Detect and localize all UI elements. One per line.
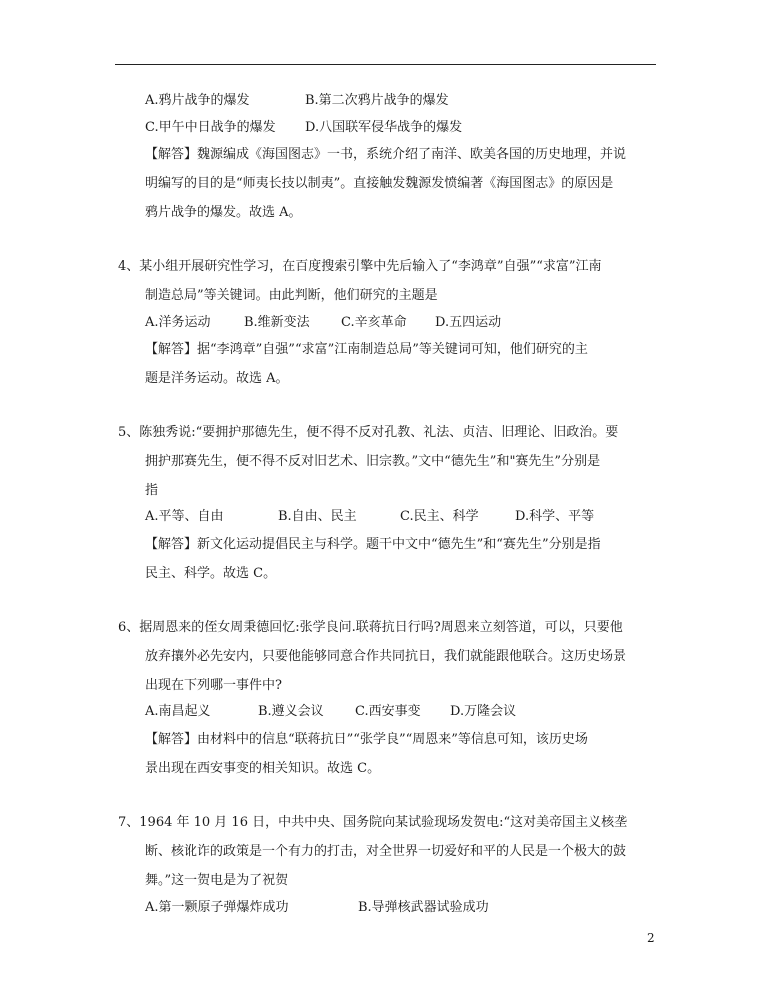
q4-stem-line-2: 制造总局”等关键词。由此判断，他们研究的主题是: [145, 288, 438, 303]
q4-option-d: D.五四运动: [435, 315, 502, 330]
q6-answer-line-1: 【解答】由材料中的信息“联蒋抗日”“张学良”“周恩来”等信息可知，该历史场: [145, 732, 588, 747]
header-rule: [115, 64, 656, 65]
q4-option-a: A.洋务运动: [145, 315, 211, 330]
q7-stem-line-2: 断、核讹诈的政策是一个有力的打击，对全世界一切爱好和平的人民是一个极大的鼓: [145, 844, 627, 859]
q4-option-b: B.维新变法: [244, 315, 310, 330]
q4-stem-line-1: 4、某小组开展研究性学习，在百度搜索引擎中先后输入了“李鸿章”自强”“求富”江南: [118, 259, 602, 274]
q6-stem-line-2: 放弃攘外必先安内，只要他能够同意合作共同抗日，我们就能跟他联合。这历史场景: [145, 649, 627, 664]
q5-answer-line-2: 民主、科学。故选 C。: [145, 566, 277, 581]
q4-answer-line-2: 题是洋务运动。故选 A。: [145, 371, 289, 386]
q6-option-a: A.南昌起义: [145, 704, 211, 719]
q4-option-c: C.辛亥革命: [341, 315, 407, 330]
q3-answer-line-1: 【解答】魏源编成《海国图志》一书，系统介绍了南洋、欧美各国的历史地理，并说: [145, 147, 627, 162]
q6-stem-line-1: 6、据周恩来的侄女周秉德回忆:张学良问.联蒋抗日行吗?周恩来立刻答道，可以，只要他: [118, 620, 623, 635]
q3-option-a: A.鸦片战争的爆发: [145, 93, 250, 108]
q3-option-d: D.八国联军侵华战争的爆发: [305, 120, 463, 135]
q5-stem-line-2: 拥护那赛先生，便不得不反对旧艺术、旧宗教。”文中“德先生”和"赛先生”分别是: [145, 454, 601, 469]
q5-option-a: A.平等、自由: [145, 509, 224, 524]
q6-option-d: D.万隆会议: [450, 704, 517, 719]
q5-option-c: C.民主、科学: [400, 509, 479, 524]
q3-option-b: B.第二次鸦片战争的爆发: [305, 93, 449, 108]
q5-stem-line-1: 5、陈独秀说:“要拥护那德先生，便不得不反对孔教、礼法、贞洁、旧理论、旧政治。要: [118, 425, 619, 440]
page-number: 2: [647, 931, 655, 945]
q7-option-b: B.导弹核武器试验成功: [358, 900, 489, 915]
q6-option-b: B.遵义会议: [258, 704, 324, 719]
q5-stem-line-3: 指: [145, 483, 159, 498]
q7-stem-line-1: 7、1964 年 10 月 16 日，中共中央、国务院向某试验现场发贺电:“这对美帝国主义核垄: [118, 815, 628, 830]
q3-answer-line-2: 明编写的目的是“师夷长技以制夷”。直接触发魏源发愤编著《海国图志》的原因是: [145, 176, 614, 191]
q5-answer-line-1: 【解答】新文化运动提倡民主与科学。题干中文中“德先生”和“赛先生”分别是指: [145, 537, 601, 552]
q5-option-b: B.自由、民主: [278, 509, 357, 524]
q7-stem-line-3: 舞。”这一贺电是为了祝贺: [145, 873, 289, 888]
q6-option-c: C.西安事变: [355, 704, 421, 719]
q3-answer-line-3: 鸦片战争的爆发。故选 A。: [145, 205, 302, 220]
q7-option-a: A.第一颗原子弹爆炸成功: [145, 900, 289, 915]
q6-answer-line-2: 景出现在西安事变的相关知识。故选 C。: [145, 761, 381, 776]
q4-answer-line-1: 【解答】据“李鸿章”自强”“求富”江南制造总局”等关键词可知，他们研究的主: [145, 342, 588, 357]
q5-option-d: D.科学、平等: [515, 509, 595, 524]
q6-stem-line-3: 出现在下列哪一事件中?: [145, 678, 282, 693]
q3-option-c: C.甲午中日战争的爆发: [145, 120, 276, 135]
